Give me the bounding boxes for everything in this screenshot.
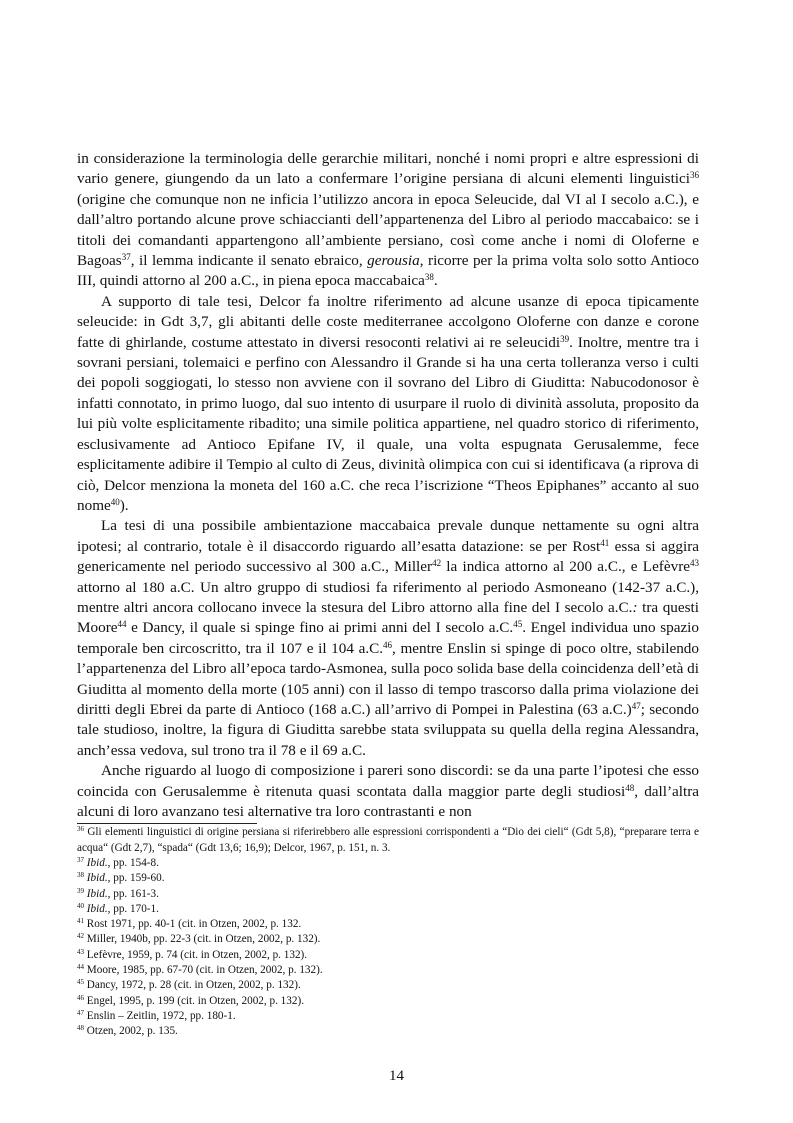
footnote xyxy=(77,1009,699,1024)
footnote xyxy=(77,917,699,932)
footnote xyxy=(77,932,699,947)
text-run: Miller, 1940b, pp. 22-3 (cit. in Otzen, 2002, p. 132). xyxy=(84,933,321,946)
footnote xyxy=(77,1024,699,1039)
text-run: . Inoltre, mentre tra i sovrani persiani, tolemaici e perfino con Alessandro il Grande si ha una certa tolleranza verso i culti dei popoli soggiogati, lo stesso non avviene con il sovrano del Libro di Giuditta: Nabucodonosor è infatti connotato, in primo luogo, dal suo intento di usurpare il ruolo di divinità assoluta, proposito da lui più volte esplicitamente ribadito; una simile politica appartiene, nel quadro storico di riferimento, esclusivamente ad Antioco Epifane IV, il quale, una volta espugnata Gerusalemme, fece esplicitamente adibire il Tempio al culto di Zeus, divinità olimpica con cui si identificava (a riprova di ciò, Delcor menziona la moneta del 160 a.C. che reca l’iscrizione “Theos Epiphanes” accanto al suo nome xyxy=(77,333,699,514)
document-page xyxy=(77,149,699,1040)
italic-text: : xyxy=(632,598,638,616)
footnote-number: 45 xyxy=(77,978,84,987)
footnote-ref: 47 xyxy=(631,700,641,711)
footnote xyxy=(77,871,699,886)
footnote-number: 48 xyxy=(77,1024,84,1033)
text-run: , il lemma indicante il senato ebraico, xyxy=(130,252,368,270)
body-text xyxy=(77,149,699,822)
footnote-ref: 40 xyxy=(110,496,120,507)
footnote-number: 41 xyxy=(77,917,84,926)
footnote xyxy=(77,963,699,978)
footnote-ref: 43 xyxy=(690,558,699,569)
footnote-number: 36 xyxy=(77,825,84,834)
footnote-number: 42 xyxy=(77,932,84,941)
footnote-ref: 39 xyxy=(560,333,570,344)
footnote-ref: 45 xyxy=(513,619,523,630)
footnote xyxy=(77,994,699,1009)
footnote-separator xyxy=(77,823,257,824)
paragraph xyxy=(77,292,699,516)
text-run: attorno al 180 a.C. Un altro gruppo di studiosi fa riferimento al periodo Asmoneano (142-37 a.C.), mentre altri ancora collocano invece la stesura del Libro attorno alla fine del I secolo a.C. xyxy=(77,578,699,616)
text-run: La tesi di una possibile ambientazione maccabaica prevale dunque nettamente su ogni altra ipotesi; al contrario, totale è il disaccordo riguardo all’esatta datazione: se per Rost xyxy=(77,517,699,555)
italic-text: Ibid. xyxy=(86,887,108,900)
footnotes xyxy=(77,825,699,1039)
footnote xyxy=(77,948,699,963)
text-run: ; secondo tale studioso, inoltre, la figura di Giuditta sarebbe stata sviluppata su quella della regina Alessandra, anch’essa vedova, sul trono tra il 78 e il 69 a.C. xyxy=(77,700,699,759)
italic-text: Ibid. xyxy=(86,857,108,869)
text-run: ). xyxy=(119,496,129,514)
text-run: . xyxy=(433,272,438,290)
footnote-ref: 38 xyxy=(424,272,434,283)
text-run: Moore, 1985, pp. 67-70 (cit. in Otzen, 2002, p. 132). xyxy=(84,964,323,977)
footnote xyxy=(77,902,699,917)
text-run: Otzen, 2002, p. 135. xyxy=(84,1025,178,1038)
text-run: Lefèvre, 1959, p. 74 (cit. in Otzen, 2002, p. 132). xyxy=(84,948,308,961)
footnote xyxy=(77,887,699,902)
footnote-number: 39 xyxy=(77,886,84,895)
footnote-ref: 42 xyxy=(432,558,442,569)
footnote xyxy=(77,978,699,993)
footnote-ref: 37 xyxy=(121,252,131,263)
text-run: , dall’altra alcuni di loro avanzano tesi alternative tra loro contrastanti e non xyxy=(77,782,700,820)
footnote-ref: 41 xyxy=(600,537,610,548)
text-run: , ricorre per la prima volta solo sotto Antioco III, quindi attorno al 200 a.C., in piena epoca maccabaica xyxy=(77,252,700,290)
footnote-ref: 44 xyxy=(117,619,127,630)
footnote-ref: 48 xyxy=(625,782,635,793)
text-run: la indica attorno al 200 a.C., e Lefèvre xyxy=(441,558,690,576)
footnote-number: 47 xyxy=(77,1008,84,1017)
footnote-number: 38 xyxy=(77,871,84,880)
text-run: Anche riguardo al luogo di composizione i pareri sono discordi: se da una parte l’ipotesi che esso coincida con Gerusalemme è ritenuta quasi scontata dalla maggior parte degli studiosi xyxy=(77,762,699,800)
italic-text: Ibid. xyxy=(86,902,108,915)
page-number: 14 xyxy=(389,1068,404,1084)
footnote-number: 44 xyxy=(77,963,84,972)
footnote-ref: 46 xyxy=(383,639,393,650)
paragraph xyxy=(77,761,699,822)
footnote xyxy=(77,825,699,856)
text-run: Enslin – Zeitlin, 1972, pp. 180-1. xyxy=(84,1009,236,1022)
text-run: tra questi Moore xyxy=(77,598,699,637)
text-run: Gli elementi linguistici di origine persiana si riferirebbero alle espressioni corrispondenti a “Dio dei cieli“ (Gdt 5,8), “preparare terra e acqua“ (Gdt 2,7), “spada“ (Gdt 13,6; 16,9); Delcor, 1967, p. 151, n. 3. xyxy=(77,826,699,854)
text-run: , pp. 161-3. xyxy=(107,887,159,900)
text-run: A supporto di tale tesi, Delcor fa inoltre riferimento ad alcune usanze di epoca tipicamente seleucide: in Gdt 3,7, gli abitanti delle coste mediterranee accolgono Oloferne con danze e corone fatte di ghirlande, costume attestato in diversi resoconti relativi ai re seleucidi xyxy=(77,292,699,351)
footnote xyxy=(77,856,699,871)
italic-text: Ibid. xyxy=(86,872,108,885)
text-run: Engel, 1995, p. 199 (cit. in Otzen, 2002, p. 132). xyxy=(84,994,304,1007)
text-run: , mentre Enslin si spinge di poco oltre, stabilendo l’appartenenza del Libro all’epoca tardo-Asmonea, sulla poco solida base della coincidenza dell’età di Giuditta al momento della morte (105 anni) con il lasso di tempo trascorso dalla prima violazione dei diritti degli Ebrei da parte di Antioco (168 a.C.) all’arrivo di Pompei in Palestina (63 a.C.) xyxy=(77,639,699,718)
text-run: Dancy, 1972, p. 28 (cit. in Otzen, 2002, p. 132). xyxy=(84,979,301,992)
text-run: (origine che comunque non ne inficia l’utilizzo ancora in epoca Seleucide, dal VI al I secolo a.C.), e dall’altro portando alcune prove schiaccianti dell’appartenenza del Libro al periodo maccabaico: se i titoli dei comandanti appartengono all’ambiente persiano, così come anche i nomi di Oloferne e Bagoas xyxy=(77,190,699,270)
text-run: , pp. 159-60. xyxy=(107,872,165,885)
text-run: essa si aggira genericamente nel periodo successivo al 300 a.C., Miller xyxy=(77,537,699,576)
text-run: , pp. 154-8. xyxy=(107,857,159,869)
paragraph xyxy=(77,516,699,761)
text-run: e Dancy, il quale si spinge fino ai primi anni del I secolo a.C. xyxy=(126,619,514,637)
text-run: , pp. 170-1. xyxy=(107,902,159,915)
paragraph xyxy=(77,149,699,292)
footnote-number: 46 xyxy=(77,993,84,1002)
footnote-ref: 36 xyxy=(690,170,699,181)
footnote-number: 37 xyxy=(77,856,84,864)
text-run: in considerazione la terminologia delle gerarchie militari, nonché i nomi propri e altre espressioni di vario genere, giungendo da un lato a confermare l’origine persiana di alcuni elementi linguistici xyxy=(77,150,699,188)
text-run: . Engel individua uno spazio temporale ben circoscritto, tra il 107 e il 104 a.C. xyxy=(77,619,699,657)
footnote-number: 43 xyxy=(77,947,84,956)
italic-text: gerousia xyxy=(367,252,420,270)
footnote-number: 40 xyxy=(77,901,84,910)
text-run: Rost 1971, pp. 40-1 (cit. in Otzen, 2002, p. 132. xyxy=(84,918,302,931)
